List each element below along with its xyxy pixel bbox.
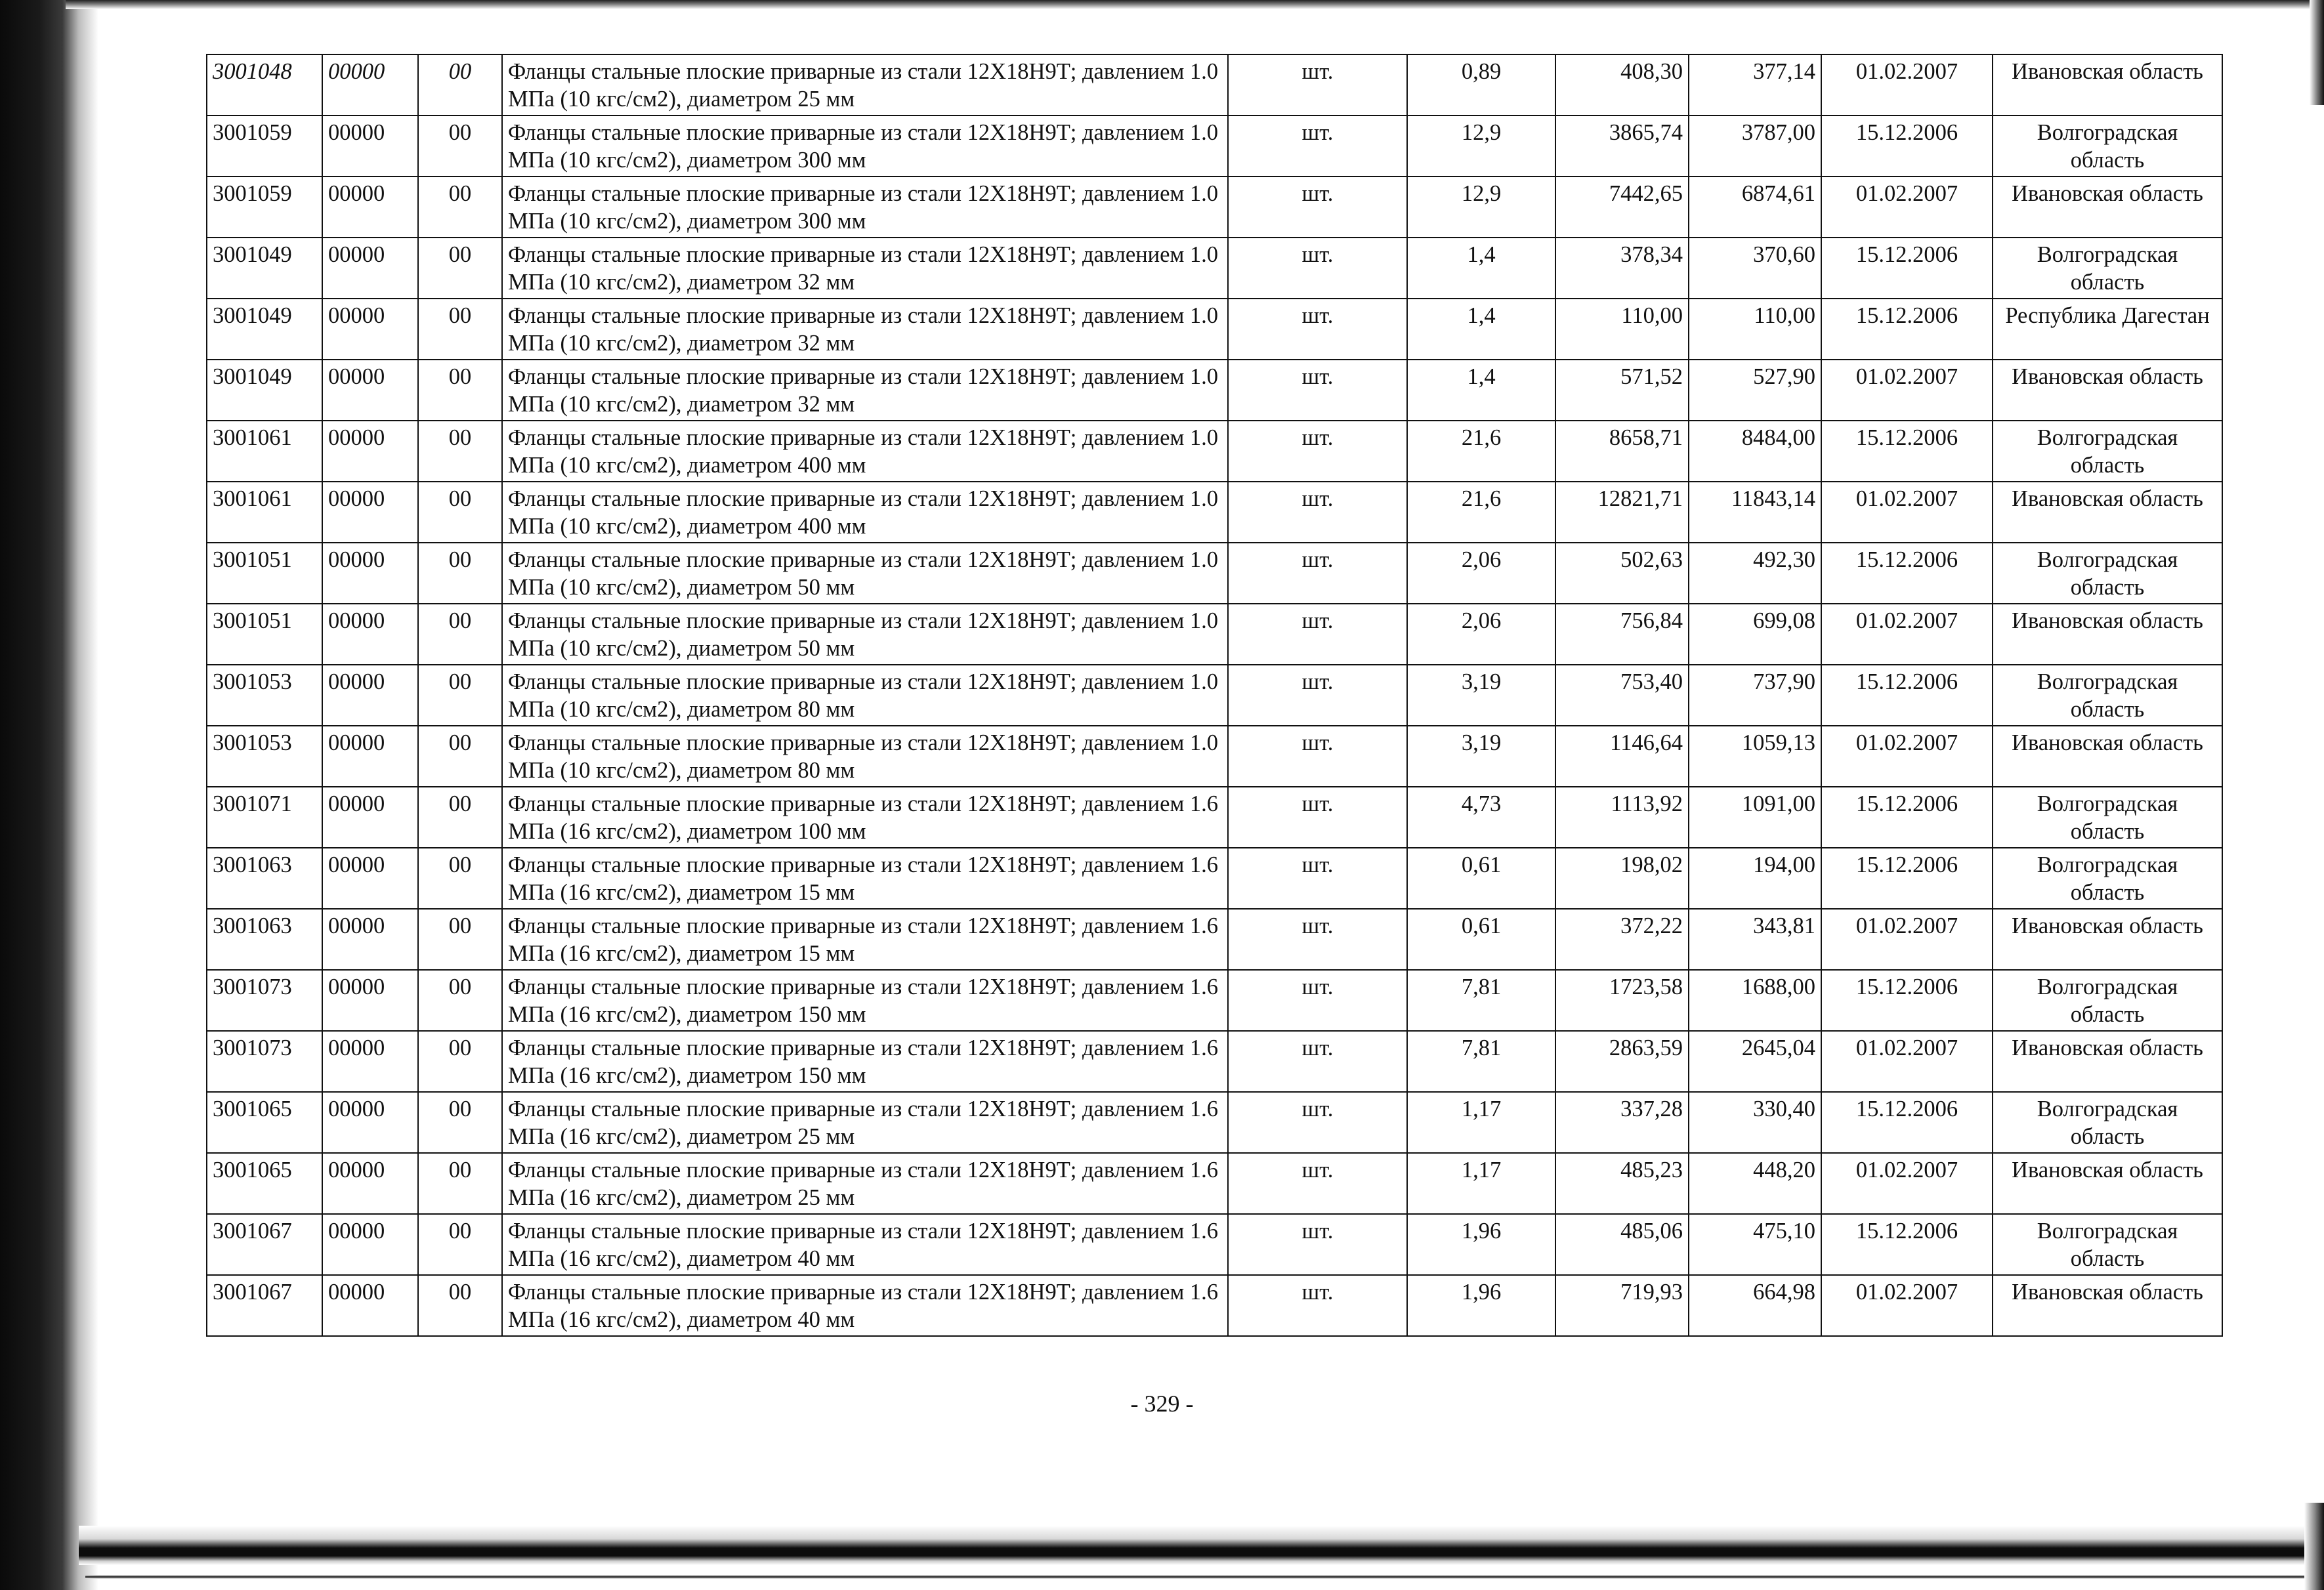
item-name-cell: Фланцы стальные плоские приварные из стали 12Х18Н9Т; давлением 1.0 МПа (10 кгс/см2), диаметром 300 мм bbox=[502, 115, 1228, 177]
date-cell: 01.02.2007 bbox=[1821, 726, 1993, 787]
suffix-code-cell: 00 bbox=[418, 299, 502, 360]
date-cell: 15.12.2006 bbox=[1821, 848, 1993, 909]
region-cell: Волгоградская область bbox=[1993, 543, 2222, 604]
region-cell: Волгоградская область bbox=[1993, 115, 2222, 177]
price-with-vat-cell: 110,00 bbox=[1555, 299, 1689, 360]
sub-code-cell: 00000 bbox=[322, 1092, 418, 1153]
region-cell: Волгоградская область bbox=[1993, 848, 2222, 909]
price-cell: 1688,00 bbox=[1689, 970, 1821, 1031]
suffix-code-cell: 00 bbox=[418, 1031, 502, 1092]
item-name-cell: Фланцы стальные плоские приварные из стали 12Х18Н9Т; давлением 1.6 МПа (16 кгс/см2), диаметром 100 мм bbox=[502, 787, 1228, 848]
item-name-cell: Фланцы стальные плоские приварные из стали 12Х18Н9Т; давлением 1.6 МПа (16 кгс/см2), диаметром 150 мм bbox=[502, 1031, 1228, 1092]
item-code-cell: 3001061 bbox=[207, 482, 322, 543]
date-cell: 01.02.2007 bbox=[1821, 482, 1993, 543]
price-with-vat-cell: 571,52 bbox=[1555, 360, 1689, 421]
item-code-cell: 3001059 bbox=[207, 115, 322, 177]
region-cell: Волгоградская область bbox=[1993, 1092, 2222, 1153]
weight-cell: 21,6 bbox=[1407, 421, 1555, 482]
scan-bottom-edge bbox=[79, 1526, 2324, 1565]
table-row bbox=[207, 299, 2222, 360]
price-with-vat-cell: 7442,65 bbox=[1555, 177, 1689, 238]
table-row bbox=[207, 115, 2222, 177]
item-code-cell: 3001067 bbox=[207, 1214, 322, 1275]
table-row bbox=[207, 360, 2222, 421]
scan-bottom-line bbox=[85, 1575, 2324, 1579]
price-with-vat-cell: 1113,92 bbox=[1555, 787, 1689, 848]
table-row bbox=[207, 787, 2222, 848]
unit-cell: шт. bbox=[1228, 1092, 1407, 1153]
weight-cell: 2,06 bbox=[1407, 604, 1555, 665]
sub-code-cell: 00000 bbox=[322, 543, 418, 604]
date-cell: 01.02.2007 bbox=[1821, 360, 1993, 421]
date-cell: 15.12.2006 bbox=[1821, 299, 1993, 360]
weight-cell: 1,96 bbox=[1407, 1275, 1555, 1336]
unit-cell: шт. bbox=[1228, 909, 1407, 970]
weight-cell: 1,17 bbox=[1407, 1153, 1555, 1214]
unit-cell: шт. bbox=[1228, 726, 1407, 787]
region-cell: Волгоградская область bbox=[1993, 1214, 2222, 1275]
table-row bbox=[207, 970, 2222, 1031]
item-name-cell: Фланцы стальные плоские приварные из стали 12Х18Н9Т; давлением 1.0 МПа (10 кгс/см2), диаметром 400 мм bbox=[502, 482, 1228, 543]
region-cell: Волгоградская область bbox=[1993, 421, 2222, 482]
price-cell: 370,60 bbox=[1689, 238, 1821, 299]
item-code-cell: 3001073 bbox=[207, 970, 322, 1031]
price-with-vat-cell: 485,06 bbox=[1555, 1214, 1689, 1275]
price-with-vat-cell: 8658,71 bbox=[1555, 421, 1689, 482]
table-row bbox=[207, 604, 2222, 665]
sub-code-cell: 00000 bbox=[322, 665, 418, 726]
price-with-vat-cell: 337,28 bbox=[1555, 1092, 1689, 1153]
sub-code-cell: 00000 bbox=[322, 787, 418, 848]
price-cell: 527,90 bbox=[1689, 360, 1821, 421]
weight-cell: 21,6 bbox=[1407, 482, 1555, 543]
item-name-cell: Фланцы стальные плоские приварные из стали 12Х18Н9Т; давлением 1.0 МПа (10 кгс/см2), диаметром 50 мм bbox=[502, 604, 1228, 665]
item-name-cell: Фланцы стальные плоские приварные из стали 12Х18Н9Т; давлением 1.0 МПа (10 кгс/см2), диаметром 80 мм bbox=[502, 665, 1228, 726]
date-cell: 15.12.2006 bbox=[1821, 115, 1993, 177]
page-number: - 329 - bbox=[1130, 1391, 1194, 1417]
table-row bbox=[207, 726, 2222, 787]
price-with-vat-cell: 198,02 bbox=[1555, 848, 1689, 909]
price-cell: 492,30 bbox=[1689, 543, 1821, 604]
weight-cell: 1,4 bbox=[1407, 238, 1555, 299]
sub-code-cell: 00000 bbox=[322, 604, 418, 665]
price-cell: 664,98 bbox=[1689, 1275, 1821, 1336]
scan-bottom-right-edge bbox=[2304, 1503, 2324, 1590]
sub-code-cell: 00000 bbox=[322, 726, 418, 787]
weight-cell: 0,89 bbox=[1407, 54, 1555, 115]
date-cell: 15.12.2006 bbox=[1821, 970, 1993, 1031]
date-cell: 01.02.2007 bbox=[1821, 909, 1993, 970]
scan-right-edge bbox=[2310, 0, 2324, 105]
item-name-cell: Фланцы стальные плоские приварные из стали 12Х18Н9Т; давлением 1.0 МПа (10 кгс/см2), диаметром 32 мм bbox=[502, 238, 1228, 299]
item-code-cell: 3001065 bbox=[207, 1153, 322, 1214]
table-row bbox=[207, 665, 2222, 726]
sub-code-cell: 00000 bbox=[322, 238, 418, 299]
suffix-code-cell: 00 bbox=[418, 421, 502, 482]
item-code-cell: 3001049 bbox=[207, 238, 322, 299]
price-cell: 448,20 bbox=[1689, 1153, 1821, 1214]
sub-code-cell: 00000 bbox=[322, 1275, 418, 1336]
weight-cell: 0,61 bbox=[1407, 848, 1555, 909]
date-cell: 01.02.2007 bbox=[1821, 54, 1993, 115]
suffix-code-cell: 00 bbox=[418, 665, 502, 726]
table-row bbox=[207, 421, 2222, 482]
item-code-cell: 3001071 bbox=[207, 787, 322, 848]
date-cell: 15.12.2006 bbox=[1821, 787, 1993, 848]
region-cell: Волгоградская область bbox=[1993, 238, 2222, 299]
price-with-vat-cell: 756,84 bbox=[1555, 604, 1689, 665]
suffix-code-cell: 00 bbox=[418, 604, 502, 665]
region-cell: Ивановская область bbox=[1993, 177, 2222, 238]
region-cell: Ивановская область bbox=[1993, 482, 2222, 543]
weight-cell: 1,96 bbox=[1407, 1214, 1555, 1275]
sub-code-cell: 00000 bbox=[322, 299, 418, 360]
price-with-vat-cell: 1146,64 bbox=[1555, 726, 1689, 787]
item-code-cell: 3001073 bbox=[207, 1031, 322, 1092]
price-with-vat-cell: 502,63 bbox=[1555, 543, 1689, 604]
region-cell: Ивановская область bbox=[1993, 1153, 2222, 1214]
price-cell: 1091,00 bbox=[1689, 787, 1821, 848]
weight-cell: 3,19 bbox=[1407, 665, 1555, 726]
price-cell: 330,40 bbox=[1689, 1092, 1821, 1153]
weight-cell: 12,9 bbox=[1407, 115, 1555, 177]
weight-cell: 7,81 bbox=[1407, 1031, 1555, 1092]
price-cell: 2645,04 bbox=[1689, 1031, 1821, 1092]
unit-cell: шт. bbox=[1228, 543, 1407, 604]
date-cell: 01.02.2007 bbox=[1821, 177, 1993, 238]
item-name-cell: Фланцы стальные плоские приварные из стали 12Х18Н9Т; давлением 1.0 МПа (10 кгс/см2), диаметром 50 мм bbox=[502, 543, 1228, 604]
item-code-cell: 3001059 bbox=[207, 177, 322, 238]
suffix-code-cell: 00 bbox=[418, 54, 502, 115]
suffix-code-cell: 00 bbox=[418, 543, 502, 604]
table-row bbox=[207, 238, 2222, 299]
unit-cell: шт. bbox=[1228, 1153, 1407, 1214]
weight-cell: 2,06 bbox=[1407, 543, 1555, 604]
unit-cell: шт. bbox=[1228, 848, 1407, 909]
date-cell: 15.12.2006 bbox=[1821, 665, 1993, 726]
price-with-vat-cell: 719,93 bbox=[1555, 1275, 1689, 1336]
item-code-cell: 3001049 bbox=[207, 299, 322, 360]
item-name-cell: Фланцы стальные плоские приварные из стали 12Х18Н9Т; давлением 1.6 МПа (16 кгс/см2), диаметром 25 мм bbox=[502, 1153, 1228, 1214]
region-cell: Ивановская область bbox=[1993, 1275, 2222, 1336]
unit-cell: шт. bbox=[1228, 1214, 1407, 1275]
table-row bbox=[207, 848, 2222, 909]
date-cell: 01.02.2007 bbox=[1821, 1275, 1993, 1336]
region-cell: Волгоградская область bbox=[1993, 970, 2222, 1031]
table-row bbox=[207, 177, 2222, 238]
price-with-vat-cell: 372,22 bbox=[1555, 909, 1689, 970]
region-cell: Ивановская область bbox=[1993, 909, 2222, 970]
suffix-code-cell: 00 bbox=[418, 1092, 502, 1153]
table-row bbox=[207, 1275, 2222, 1336]
item-code-cell: 3001051 bbox=[207, 543, 322, 604]
scan-left-edge bbox=[0, 0, 112, 1590]
date-cell: 01.02.2007 bbox=[1821, 1031, 1993, 1092]
suffix-code-cell: 00 bbox=[418, 726, 502, 787]
item-name-cell: Фланцы стальные плоские приварные из стали 12Х18Н9Т; давлением 1.0 МПа (10 кгс/см2), диаметром 25 мм bbox=[502, 54, 1228, 115]
sub-code-cell: 00000 bbox=[322, 970, 418, 1031]
price-cell: 1059,13 bbox=[1689, 726, 1821, 787]
suffix-code-cell: 00 bbox=[418, 1153, 502, 1214]
item-name-cell: Фланцы стальные плоские приварные из стали 12Х18Н9Т; давлением 1.6 МПа (16 кгс/см2), диаметром 15 мм bbox=[502, 848, 1228, 909]
region-cell: Ивановская область bbox=[1993, 360, 2222, 421]
item-name-cell: Фланцы стальные плоские приварные из стали 12Х18Н9Т; давлением 1.0 МПа (10 кгс/см2), диаметром 80 мм bbox=[502, 726, 1228, 787]
suffix-code-cell: 00 bbox=[418, 360, 502, 421]
suffix-code-cell: 00 bbox=[418, 238, 502, 299]
sub-code-cell: 00000 bbox=[322, 848, 418, 909]
unit-cell: шт. bbox=[1228, 1031, 1407, 1092]
date-cell: 15.12.2006 bbox=[1821, 1092, 1993, 1153]
price-cell: 6874,61 bbox=[1689, 177, 1821, 238]
unit-cell: шт. bbox=[1228, 299, 1407, 360]
item-name-cell: Фланцы стальные плоские приварные из стали 12Х18Н9Т; давлением 1.6 МПа (16 кгс/см2), диаметром 15 мм bbox=[502, 909, 1228, 970]
sub-code-cell: 00000 bbox=[322, 1153, 418, 1214]
date-cell: 15.12.2006 bbox=[1821, 421, 1993, 482]
weight-cell: 12,9 bbox=[1407, 177, 1555, 238]
price-cell: 475,10 bbox=[1689, 1214, 1821, 1275]
price-cell: 737,90 bbox=[1689, 665, 1821, 726]
table-row bbox=[207, 1153, 2222, 1214]
suffix-code-cell: 00 bbox=[418, 115, 502, 177]
region-cell: Волгоградская область bbox=[1993, 787, 2222, 848]
price-cell: 699,08 bbox=[1689, 604, 1821, 665]
item-name-cell: Фланцы стальные плоские приварные из стали 12Х18Н9Т; давлением 1.0 МПа (10 кгс/см2), диаметром 400 мм bbox=[502, 421, 1228, 482]
weight-cell: 1,4 bbox=[1407, 360, 1555, 421]
unit-cell: шт. bbox=[1228, 970, 1407, 1031]
price-with-vat-cell: 753,40 bbox=[1555, 665, 1689, 726]
region-cell: Ивановская область bbox=[1993, 1031, 2222, 1092]
item-code-cell: 3001049 bbox=[207, 360, 322, 421]
region-cell: Республика Дагестан bbox=[1993, 299, 2222, 360]
unit-cell: шт. bbox=[1228, 115, 1407, 177]
item-code-cell: 3001063 bbox=[207, 909, 322, 970]
item-code-cell: 3001061 bbox=[207, 421, 322, 482]
sub-code-cell: 00000 bbox=[322, 1031, 418, 1092]
sub-code-cell: 00000 bbox=[322, 909, 418, 970]
unit-cell: шт. bbox=[1228, 604, 1407, 665]
weight-cell: 1,4 bbox=[1407, 299, 1555, 360]
table-body bbox=[207, 54, 2222, 1336]
region-cell: Ивановская область bbox=[1993, 54, 2222, 115]
price-with-vat-cell: 2863,59 bbox=[1555, 1031, 1689, 1092]
price-cell: 343,81 bbox=[1689, 909, 1821, 970]
item-name-cell: Фланцы стальные плоские приварные из стали 12Х18Н9Т; давлением 1.6 МПа (16 кгс/см2), диаметром 25 мм bbox=[502, 1092, 1228, 1153]
suffix-code-cell: 00 bbox=[418, 787, 502, 848]
suffix-code-cell: 00 bbox=[418, 482, 502, 543]
item-code-cell: 3001048 bbox=[207, 54, 322, 115]
unit-cell: шт. bbox=[1228, 1275, 1407, 1336]
table-row bbox=[207, 543, 2222, 604]
price-with-vat-cell: 378,34 bbox=[1555, 238, 1689, 299]
unit-cell: шт. bbox=[1228, 54, 1407, 115]
region-cell: Ивановская область bbox=[1993, 604, 2222, 665]
price-cell: 3787,00 bbox=[1689, 115, 1821, 177]
table-row bbox=[207, 1092, 2222, 1153]
date-cell: 15.12.2006 bbox=[1821, 238, 1993, 299]
date-cell: 15.12.2006 bbox=[1821, 543, 1993, 604]
region-cell: Волгоградская область bbox=[1993, 665, 2222, 726]
sub-code-cell: 00000 bbox=[322, 177, 418, 238]
suffix-code-cell: 00 bbox=[418, 177, 502, 238]
suffix-code-cell: 00 bbox=[418, 970, 502, 1031]
price-cell: 377,14 bbox=[1689, 54, 1821, 115]
scan-top-edge bbox=[66, 0, 2324, 9]
price-cell: 8484,00 bbox=[1689, 421, 1821, 482]
date-cell: 01.02.2007 bbox=[1821, 604, 1993, 665]
date-cell: 01.02.2007 bbox=[1821, 1153, 1993, 1214]
unit-cell: шт. bbox=[1228, 787, 1407, 848]
weight-cell: 4,73 bbox=[1407, 787, 1555, 848]
suffix-code-cell: 00 bbox=[418, 848, 502, 909]
price-with-vat-cell: 12821,71 bbox=[1555, 482, 1689, 543]
price-table bbox=[206, 54, 2223, 1337]
unit-cell: шт. bbox=[1228, 238, 1407, 299]
price-cell: 110,00 bbox=[1689, 299, 1821, 360]
table-row bbox=[207, 482, 2222, 543]
unit-cell: шт. bbox=[1228, 360, 1407, 421]
date-cell: 15.12.2006 bbox=[1821, 1214, 1993, 1275]
suffix-code-cell: 00 bbox=[418, 1275, 502, 1336]
item-code-cell: 3001053 bbox=[207, 665, 322, 726]
sub-code-cell: 00000 bbox=[322, 54, 418, 115]
item-code-cell: 3001053 bbox=[207, 726, 322, 787]
suffix-code-cell: 00 bbox=[418, 909, 502, 970]
weight-cell: 0,61 bbox=[1407, 909, 1555, 970]
unit-cell: шт. bbox=[1228, 177, 1407, 238]
sub-code-cell: 00000 bbox=[322, 1214, 418, 1275]
price-cell: 11843,14 bbox=[1689, 482, 1821, 543]
item-name-cell: Фланцы стальные плоские приварные из стали 12Х18Н9Т; давлением 1.0 МПа (10 кгс/см2), диаметром 32 мм bbox=[502, 299, 1228, 360]
item-code-cell: 3001065 bbox=[207, 1092, 322, 1153]
item-name-cell: Фланцы стальные плоские приварные из стали 12Х18Н9Т; давлением 1.0 МПа (10 кгс/см2), диаметром 300 мм bbox=[502, 177, 1228, 238]
item-name-cell: Фланцы стальные плоские приварные из стали 12Х18Н9Т; давлением 1.6 МПа (16 кгс/см2), диаметром 40 мм bbox=[502, 1214, 1228, 1275]
price-with-vat-cell: 1723,58 bbox=[1555, 970, 1689, 1031]
item-name-cell: Фланцы стальные плоские приварные из стали 12Х18Н9Т; давлением 1.6 МПа (16 кгс/см2), диаметром 40 мм bbox=[502, 1275, 1228, 1336]
sub-code-cell: 00000 bbox=[322, 482, 418, 543]
price-cell: 194,00 bbox=[1689, 848, 1821, 909]
sub-code-cell: 00000 bbox=[322, 115, 418, 177]
suffix-code-cell: 00 bbox=[418, 1214, 502, 1275]
item-name-cell: Фланцы стальные плоские приварные из стали 12Х18Н9Т; давлением 1.0 МПа (10 кгс/см2), диаметром 32 мм bbox=[502, 360, 1228, 421]
weight-cell: 7,81 bbox=[1407, 970, 1555, 1031]
table-row bbox=[207, 909, 2222, 970]
price-with-vat-cell: 3865,74 bbox=[1555, 115, 1689, 177]
sub-code-cell: 00000 bbox=[322, 360, 418, 421]
unit-cell: шт. bbox=[1228, 421, 1407, 482]
unit-cell: шт. bbox=[1228, 665, 1407, 726]
table-row bbox=[207, 1031, 2222, 1092]
table-row bbox=[207, 54, 2222, 115]
table-row bbox=[207, 1214, 2222, 1275]
item-code-cell: 3001063 bbox=[207, 848, 322, 909]
price-with-vat-cell: 485,23 bbox=[1555, 1153, 1689, 1214]
price-with-vat-cell: 408,30 bbox=[1555, 54, 1689, 115]
weight-cell: 3,19 bbox=[1407, 726, 1555, 787]
sub-code-cell: 00000 bbox=[322, 421, 418, 482]
item-code-cell: 3001067 bbox=[207, 1275, 322, 1336]
region-cell: Ивановская область bbox=[1993, 726, 2222, 787]
item-name-cell: Фланцы стальные плоские приварные из стали 12Х18Н9Т; давлением 1.6 МПа (16 кгс/см2), диаметром 150 мм bbox=[502, 970, 1228, 1031]
item-code-cell: 3001051 bbox=[207, 604, 322, 665]
weight-cell: 1,17 bbox=[1407, 1092, 1555, 1153]
unit-cell: шт. bbox=[1228, 482, 1407, 543]
